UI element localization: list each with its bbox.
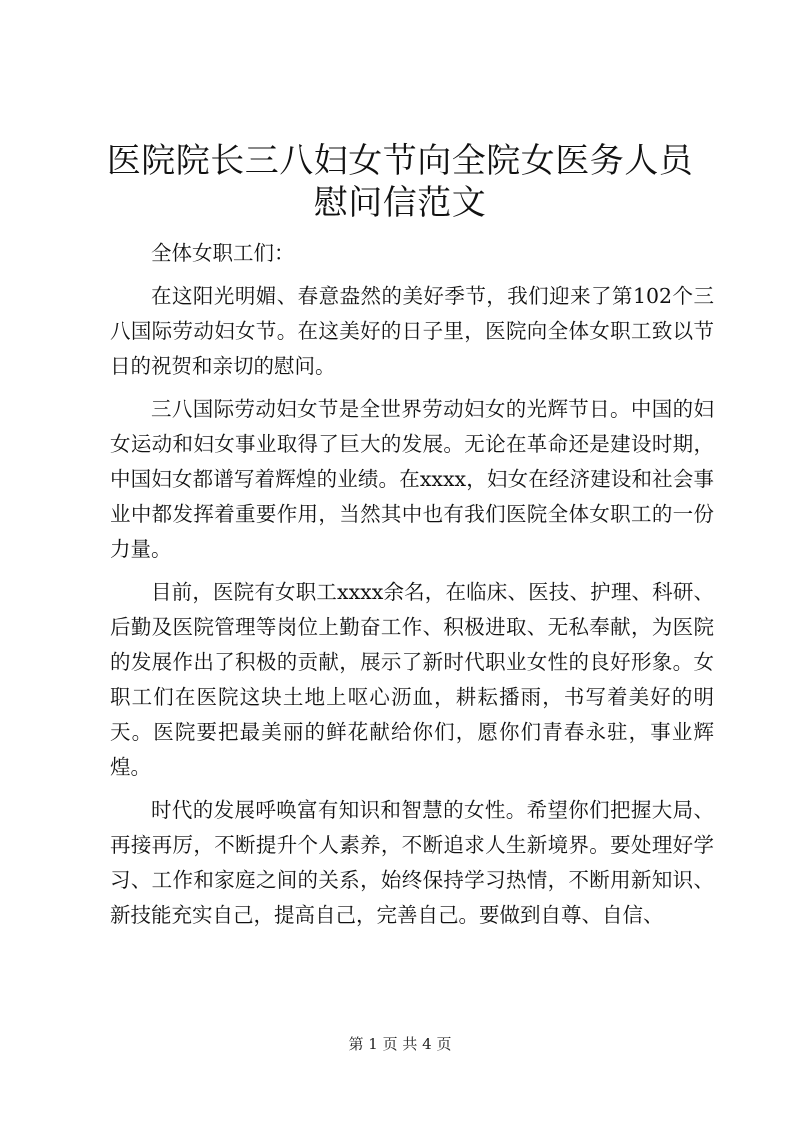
paragraph-3: 目前，医院有女职工xxxx余名，在临床、医技、护理、科研、后勤及医院管理等岗位上勤奋工作、积极进取、无私奉献，为医院的发展作出了积极的贡献，展示了新时代职业女性的良好形象。女职工们在医院这块土地上呕心沥血，耕耘播雨，书写着美好的明天。医院要把最美丽的鲜花献给你们，愿你们青春永驻，事业辉煌。	[110, 580, 714, 779]
document-title: 医院院长三八妇女节向全院女医务人员慰问信范文	[106, 141, 694, 223]
salutation: 全体女职工们：	[151, 241, 295, 265]
document-body	[110, 236, 714, 941]
paragraph-2: 三八国际劳动妇女节是全世界劳动妇女的光辉节日。中国的妇女运动和妇女事业取得了巨大的发展。无论在革命还是建设时期，中国妇女都谱写着辉煌的业绩。在xxxx，妇女在经济建设和社会事业中都发挥着重要作用，当然其中也有我们医院全体女职工的一份力量。	[110, 397, 714, 561]
paragraph-1: 在这阳光明媚、春意盎然的美好季节，我们迎来了第102个三八国际劳动妇女节。在这美好的日子里，医院向全体女职工致以节日的祝贺和亲切的慰问。	[110, 284, 714, 378]
paragraph-4: 时代的发展呼唤富有知识和智慧的女性。希望你们把握大局、再接再厉，不断提升个人素养，不断追求人生新境界。要处理好学习、工作和家庭之间的关系，始终保持学习热情，不断用新知识、新技能充实自己，提高自己，完善自己。要做到自尊、自信、	[110, 798, 714, 927]
page-number-footer: 第 1 页 共 4 页	[348, 1035, 452, 1053]
